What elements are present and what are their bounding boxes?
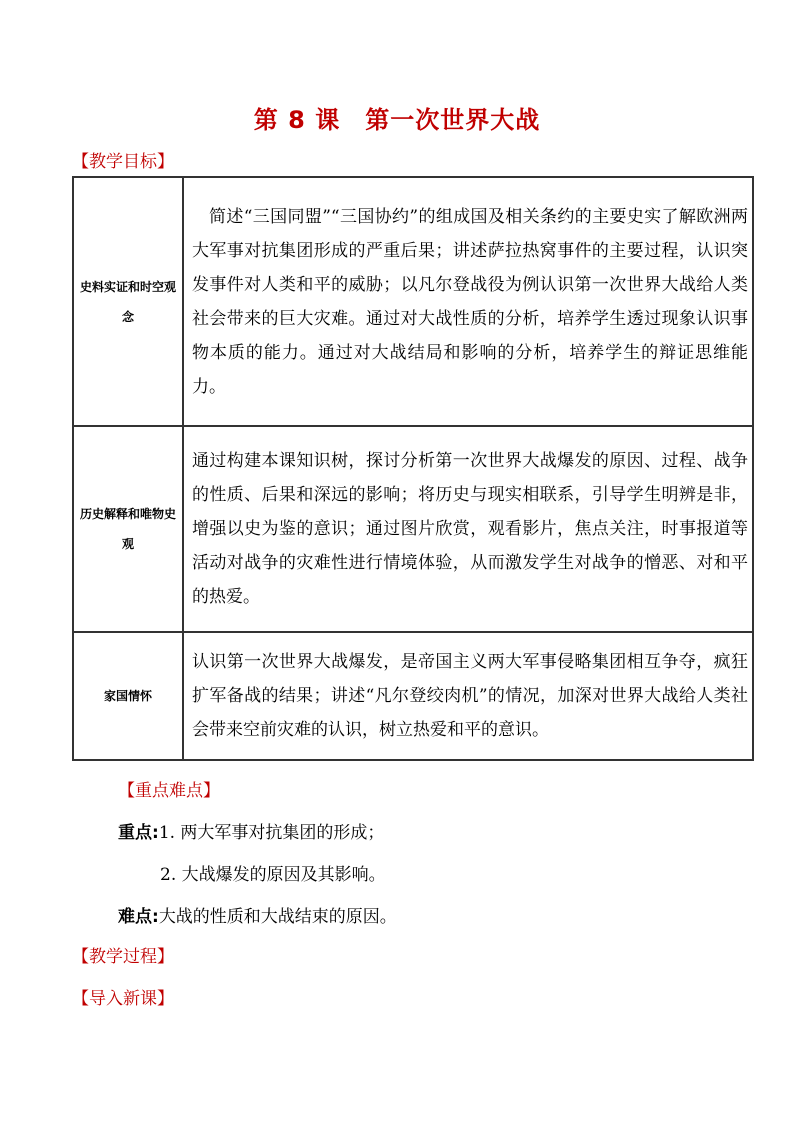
- objective-category: 史料实证和时空观念: [73, 177, 183, 426]
- difficult-point-text: 大战的性质和大战结束的原因。: [158, 907, 397, 927]
- difficult-point-line: [118, 902, 397, 927]
- section-heading-objectives: 【教学目标】: [72, 152, 174, 172]
- objective-content: 通过构建本课知识树，探讨分析第一次世界大战爆发的原因、过程、战争的性质、后果和深远的影响；将历史与现实相联系，引导学生明辨是非，增强以史为鉴的意识；通过图片欣赏，观看影片，焦点关注，时事报道等活动对战争的灾难性进行情境体验，从而激发学生对战争的憎恶、对和平的热爱。: [183, 426, 753, 632]
- key-point-item: 1. 两大军事对抗集团的形成；: [158, 823, 385, 843]
- section-heading-process: 【教学过程】: [72, 947, 174, 967]
- key-point-label: 重点:: [118, 823, 159, 843]
- section-heading-key-points: 【重点难点】: [118, 781, 220, 801]
- table-row: [73, 426, 753, 632]
- key-point-item: 2. 大战爆发的原因及其影响。: [160, 865, 386, 885]
- page-title: 第 8 课 第一次世界大战: [253, 106, 541, 134]
- difficult-point-label: 难点:: [118, 907, 159, 927]
- objective-category: 历史解释和唯物史观: [73, 426, 183, 632]
- section-heading-intro: 【导入新课】: [72, 989, 174, 1009]
- key-point-line-1: [118, 818, 384, 843]
- objectives-table: [72, 176, 754, 761]
- key-point-line-2: [160, 860, 386, 885]
- table-row: [73, 632, 753, 760]
- table-row: [73, 177, 753, 426]
- objective-content: 简述“三国同盟”“三国协约”的组成国及相关条约的主要史实了解欧洲两大军事对抗集团形成的严重后果；讲述萨拉热窝事件的主要过程，认识突发事件对人类和平的威胁；以凡尔登战役为例认识第一次世界大战给人类社会带来的巨大灾难。通过对大战性质的分析，培养学生透过现象认识事物本质的能力。通过对大战结局和影响的分析，培养学生的辩证思维能力。: [183, 177, 753, 426]
- objective-category: 家国情怀: [73, 632, 183, 760]
- objective-content: 认识第一次世界大战爆发，是帝国主义两大军事侵略集团相互争夺，疯狂扩军备战的结果；讲述“凡尔登绞肉机”的情况，加深对世界大战给人类社会带来空前灾难的认识，树立热爱和平的意识。: [183, 632, 753, 760]
